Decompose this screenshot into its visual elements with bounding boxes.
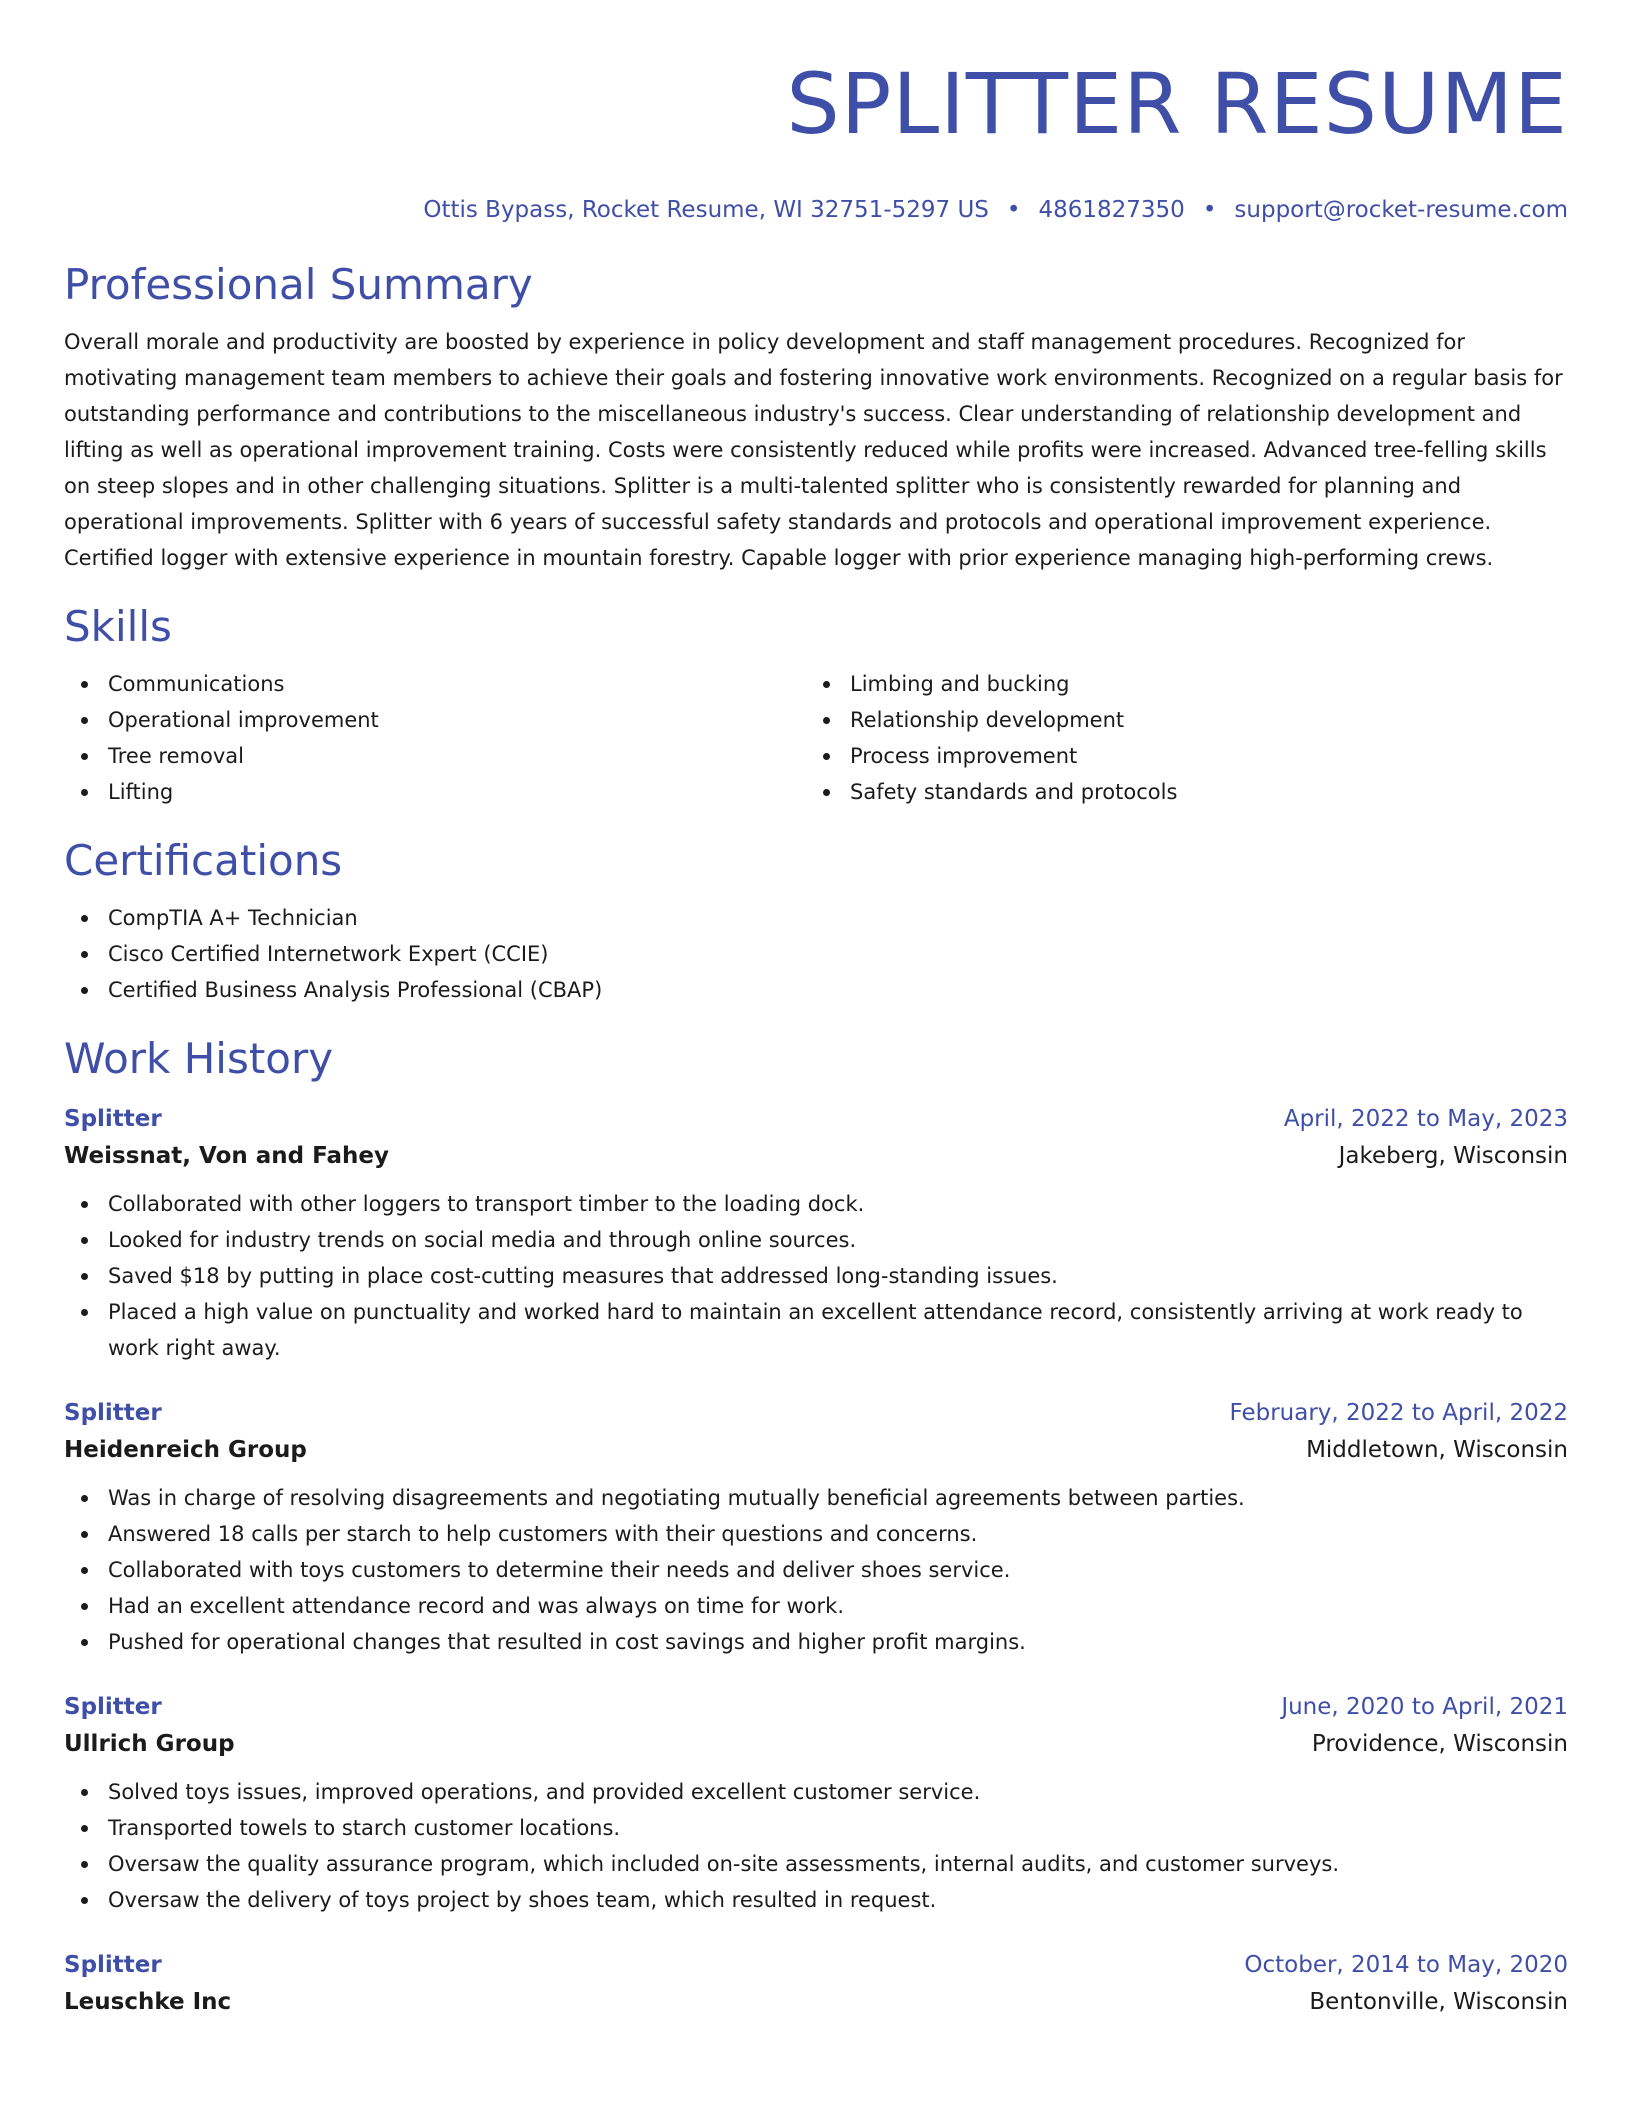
job-header-row — [64, 1396, 1568, 1430]
job-location: Jakeberg, Wisconsin — [1338, 1143, 1568, 1169]
skill-item: Relationship development — [806, 702, 1568, 738]
job-bullet: Transported towels to starch customer locations. — [64, 1810, 1568, 1846]
skill-item: Communications — [64, 666, 806, 702]
summary-text: Overall morale and productivity are boosted by experience in policy development and staff management procedures. Recognized for motivating management team members to achieve their goals and fostering innovative work environments. Recognized on a regular basis for outstanding performance and contributions to the miscellaneous industry's success. Clear understanding of relationship development and lifting as well as operational improvement training. Costs were consistently reduced while profits were increased. Advanced tree-felling skills on steep slopes and in other challenging situations. Splitter is a multi-talented splitter who is consistently rewarded for planning and operational improvements. Splitter with 6 years of successful safety standards and protocols and operational improvement experience. Certified logger with extensive experience in mountain forestry. Capable logger with prior experience managing high-performing crews. — [64, 330, 1563, 570]
job-bullets — [64, 1186, 1568, 1366]
job-bullet: Was in charge of resolving disagreements and negotiating mutually beneficial agreements between parties. — [64, 1480, 1568, 1516]
certification-item: CompTIA A+ Technician — [64, 900, 1568, 936]
skills-list-left — [64, 666, 806, 810]
job-company-row — [64, 1982, 1568, 2022]
skills-section — [64, 602, 1568, 810]
certification-item: Certified Business Analysis Professional (CBAP) — [64, 972, 1568, 1008]
contact-separator: • — [1006, 197, 1021, 223]
job-location: Middletown, Wisconsin — [1306, 1437, 1568, 1463]
job-dates: June, 2020 to April, 2021 — [1281, 1694, 1568, 1720]
job-title: Splitter — [64, 1952, 162, 1978]
job-bullet: Collaborated with toys customers to determine their needs and deliver shoes service. — [64, 1552, 1568, 1588]
job-header-row — [64, 1690, 1568, 1724]
skill-item: Operational improvement — [64, 702, 806, 738]
certifications-section — [64, 836, 1568, 1008]
skill-item: Safety standards and protocols — [806, 774, 1568, 810]
job-bullets — [64, 1480, 1568, 1660]
job-bullet: Looked for industry trends on social media and through online sources. — [64, 1222, 1568, 1258]
job-entry — [64, 1948, 1568, 2022]
job-bullet: Oversaw the quality assurance program, which included on-site assessments, internal audits, and customer surveys. — [64, 1846, 1568, 1882]
job-bullet: Pushed for operational changes that resulted in cost savings and higher profit margins. — [64, 1624, 1568, 1660]
job-entry — [64, 1396, 1568, 1660]
section-title-summary: Professional Summary — [64, 260, 533, 309]
job-company-row — [64, 1430, 1568, 1470]
contact-address: Ottis Bypass, Rocket Resume, WI 32751-5297 US — [423, 197, 989, 223]
contact-line — [64, 196, 1568, 224]
contact-separator: • — [1202, 197, 1217, 223]
certifications-list — [64, 900, 1568, 1008]
summary-section — [64, 260, 1568, 576]
section-title-work-history: Work History — [64, 1034, 334, 1083]
section-title-certifications: Certifications — [64, 836, 343, 885]
job-location: Providence, Wisconsin — [1311, 1731, 1568, 1757]
skill-item: Tree removal — [64, 738, 806, 774]
job-company: Heidenreich Group — [64, 1437, 307, 1463]
job-dates: February, 2022 to April, 2022 — [1229, 1400, 1568, 1426]
job-company-row — [64, 1136, 1568, 1176]
skill-item: Limbing and bucking — [806, 666, 1568, 702]
job-company: Ullrich Group — [64, 1731, 235, 1757]
job-header-row — [64, 1948, 1568, 1982]
job-bullet: Oversaw the delivery of toys project by shoes team, which resulted in request. — [64, 1882, 1568, 1918]
job-bullets — [64, 1774, 1568, 1918]
contact-email: support@rocket-resume.com — [1234, 197, 1568, 223]
certification-item: Cisco Certified Internetwork Expert (CCIE) — [64, 936, 1568, 972]
job-bullet: Had an excellent attendance record and was always on time for work. — [64, 1588, 1568, 1624]
resume-name: SPLITTER RESUME — [786, 55, 1568, 153]
job-dates: October, 2014 to May, 2020 — [1244, 1952, 1568, 1978]
contact-phone: 4861827350 — [1038, 197, 1185, 223]
job-bullet: Collaborated with other loggers to transport timber to the loading dock. — [64, 1186, 1568, 1222]
job-entry — [64, 1690, 1568, 1918]
job-title: Splitter — [64, 1400, 162, 1426]
job-title: Splitter — [64, 1694, 162, 1720]
job-company: Leuschke Inc — [64, 1989, 232, 2015]
resume-header — [64, 52, 1568, 224]
job-bullet: Solved toys issues, improved operations, and provided excellent customer service. — [64, 1774, 1568, 1810]
job-header-row — [64, 1102, 1568, 1136]
job-company-row — [64, 1724, 1568, 1764]
skills-list-right — [806, 666, 1568, 810]
job-dates: April, 2022 to May, 2023 — [1283, 1106, 1568, 1132]
section-title-skills: Skills — [64, 602, 172, 651]
job-bullet: Placed a high value on punctuality and worked hard to maintain an excellent attendance record, consistently arriving at work ready to work right away. — [64, 1294, 1568, 1366]
job-title: Splitter — [64, 1106, 162, 1132]
skill-item: Lifting — [64, 774, 806, 810]
job-entry — [64, 1102, 1568, 1366]
work-history-section — [64, 1034, 1568, 2022]
job-bullet: Saved $18 by putting in place cost-cutting measures that addressed long-standing issues. — [64, 1258, 1568, 1294]
job-company: Weissnat, Von and Fahey — [64, 1143, 389, 1169]
skills-grid — [64, 666, 1568, 810]
job-location: Bentonville, Wisconsin — [1309, 1989, 1568, 2015]
job-bullet: Answered 18 calls per starch to help customers with their questions and concerns. — [64, 1516, 1568, 1552]
skill-item: Process improvement — [806, 738, 1568, 774]
